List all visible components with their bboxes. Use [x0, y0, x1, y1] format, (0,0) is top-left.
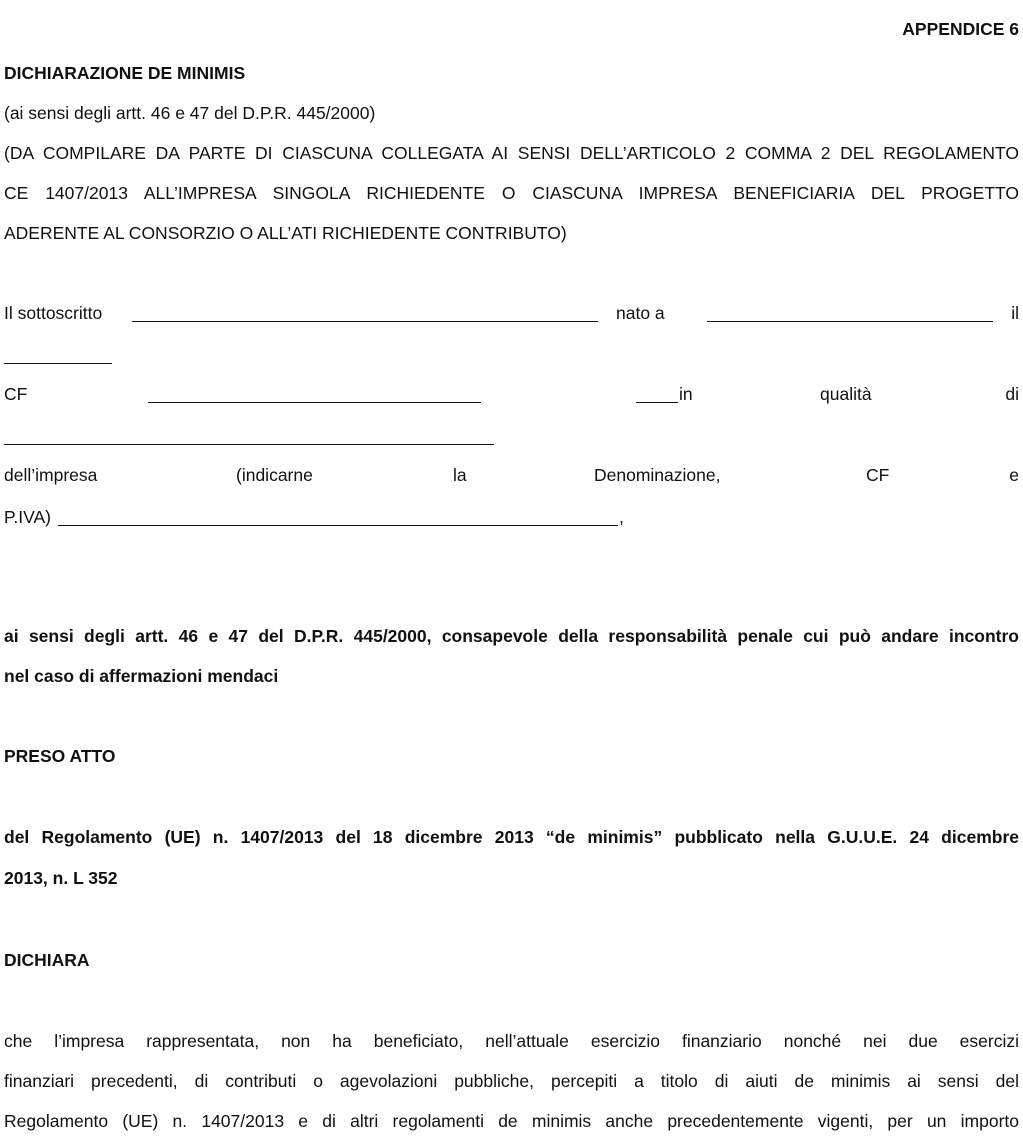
form-line-piva	[4, 507, 1019, 527]
form-line-cf	[4, 384, 1019, 404]
sottoscritto-name-field[interactable]	[132, 306, 598, 322]
dichiara-heading: DICHIARA	[4, 950, 90, 970]
piva-field[interactable]	[58, 510, 618, 526]
form-line-role	[4, 426, 1019, 446]
impresa-word-6: e	[1009, 465, 1019, 485]
form-line-date	[4, 345, 1019, 365]
body-line-1: che l’impresa rappresentata, non ha beneficiato, nell’attuale esercizio finanziario nonché nei due esercizi	[4, 1031, 1019, 1051]
in-label: in	[679, 384, 693, 404]
role-field[interactable]	[4, 429, 494, 445]
appendix-label: APPENDICE 6	[902, 19, 1019, 39]
impresa-word-1: dell’impresa	[4, 465, 98, 485]
nato-label: nato a	[616, 303, 665, 323]
cf-extra-field[interactable]	[636, 387, 678, 403]
impresa-word-4: Denominazione,	[594, 465, 721, 485]
legal-reference: (ai sensi degli artt. 46 e 47 del D.P.R. 445/2000)	[4, 103, 376, 123]
regolamento-line-1: del Regolamento (UE) n. 1407/2013 del 18 dicembre 2013 “de minimis” pubblicato nella G.U.U.E. 24 dicembre	[4, 827, 1019, 847]
piva-comma: ,	[619, 507, 624, 527]
consapevole-line-2: nel caso di affermazioni mendaci	[4, 666, 279, 686]
form-line-impresa	[4, 465, 1019, 485]
impresa-word-3: la	[453, 465, 467, 485]
preso-atto-heading: PRESO ATTO	[4, 746, 116, 766]
impresa-word-2: (indicarne	[236, 465, 313, 485]
document-title: DICHIARAZIONE DE MINIMIS	[4, 63, 246, 83]
body-line-2: finanziari precedenti, di contributi o agevolazioni pubbliche, percepiti a titolo di aiuti de minimis ai sensi del	[4, 1071, 1019, 1091]
consapevole-line-1: ai sensi degli artt. 46 e 47 del D.P.R. 445/2000, consapevole della responsabilità penale cui può andare incontro	[4, 626, 1019, 646]
di-label: di	[1005, 384, 1019, 404]
regolamento-line-2: 2013, n. L 352	[4, 868, 118, 888]
instruction-line-1: (DA COMPILARE DA PARTE DI CIASCUNA COLLEGATA AI SENSI DELL’ARTICOLO 2 COMMA 2 DEL REGOLAMENTO	[4, 143, 1019, 163]
il-label: il	[1011, 303, 1019, 323]
birthdate-field[interactable]	[4, 348, 112, 364]
instruction-line-2: CE 1407/2013 ALL’IMPRESA SINGOLA RICHIEDENTE O CIASCUNA IMPRESA BENEFICIARIA DEL PROGETTO	[4, 183, 1019, 203]
birthplace-field[interactable]	[707, 306, 993, 322]
cf-field[interactable]	[148, 387, 481, 403]
cf-label: CF	[4, 384, 28, 404]
instruction-line-3: ADERENTE AL CONSORZIO O ALL’ATI RICHIEDENTE CONTRIBUTO)	[4, 223, 567, 243]
piva-label: P.IVA)	[4, 507, 52, 527]
sottoscritto-label: Il sottoscritto	[4, 303, 103, 323]
body-line-3: Regolamento (UE) n. 1407/2013 e di altri regolamenti de minimis anche precedentemente vigenti, per un importo	[4, 1111, 1019, 1131]
form-line-sottoscritto	[4, 303, 1019, 323]
impresa-word-5: CF	[866, 465, 890, 485]
qualita-label: qualità	[820, 384, 872, 404]
